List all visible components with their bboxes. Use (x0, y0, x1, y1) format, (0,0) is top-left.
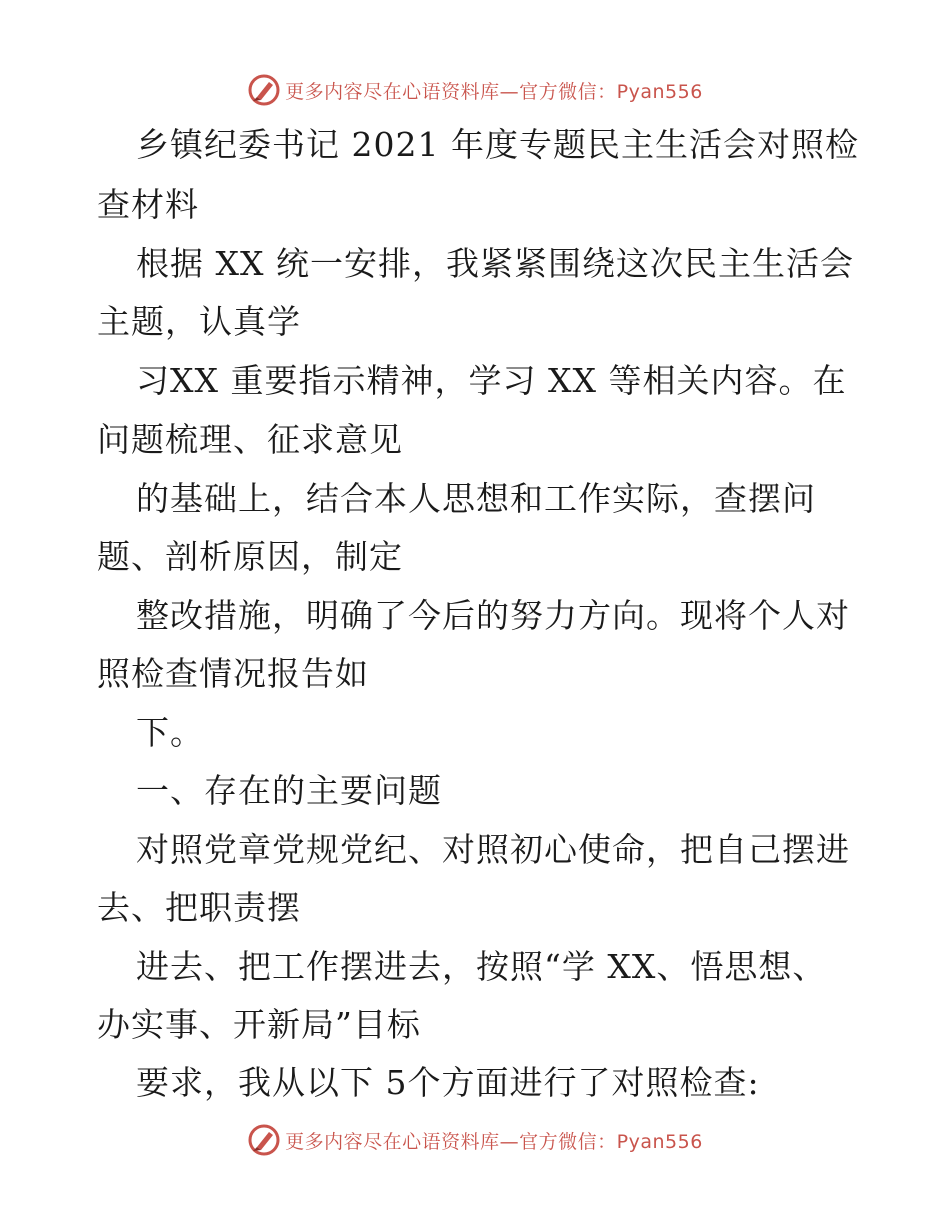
body-line: 整改措施，明确了今后的努力方向。现将个人对 (136, 596, 850, 635)
body-line: 题、剖析原因，制定 (97, 537, 403, 576)
body-line: 照检查情况报告如 (97, 654, 369, 693)
pen-logo-icon (247, 1123, 281, 1157)
body-line: 对照党章党规党纪、对照初心使命，把自己摆进 (136, 830, 850, 869)
body-line: 主题，认真学 (97, 302, 301, 341)
body-line: 办实事、开新局”目标 (97, 1005, 421, 1044)
body-line: 的基础上，结合本人思想和工作实际，查摆问 (136, 479, 816, 518)
body-line: 要求，我从以下 5个方面进行了对照检查: (136, 1063, 760, 1102)
watermark-banner-bottom (0, 1120, 950, 1160)
body-line: 问题梳理、征求意见 (97, 420, 403, 459)
body-line: 习XX 重要指示精神，学习 XX 等相关内容。在 (136, 361, 847, 400)
watermark-text-bottom: 更多内容尽在心语资料库—官方微信：Pyan556 (285, 1130, 703, 1153)
pen-logo-icon (247, 73, 281, 107)
watermark-banner-top (0, 70, 950, 110)
body-line: 根据 XX 统一安排，我紧紧围绕这次民主生活会 (136, 244, 854, 283)
title-line-1: 乡镇纪委书记 2021 年度专题民主生活会对照检 (136, 125, 859, 164)
section-heading: 一、存在的主要问题 (136, 771, 442, 810)
watermark-text-top: 更多内容尽在心语资料库—官方微信：Pyan556 (285, 80, 703, 103)
body-line: 进去、把工作摆进去，按照“学 XX、悟思想、 (136, 947, 827, 986)
title-line-2: 查材料 (97, 185, 199, 224)
body-line: 下。 (136, 713, 204, 752)
body-line: 去、把职责摆 (97, 888, 301, 927)
